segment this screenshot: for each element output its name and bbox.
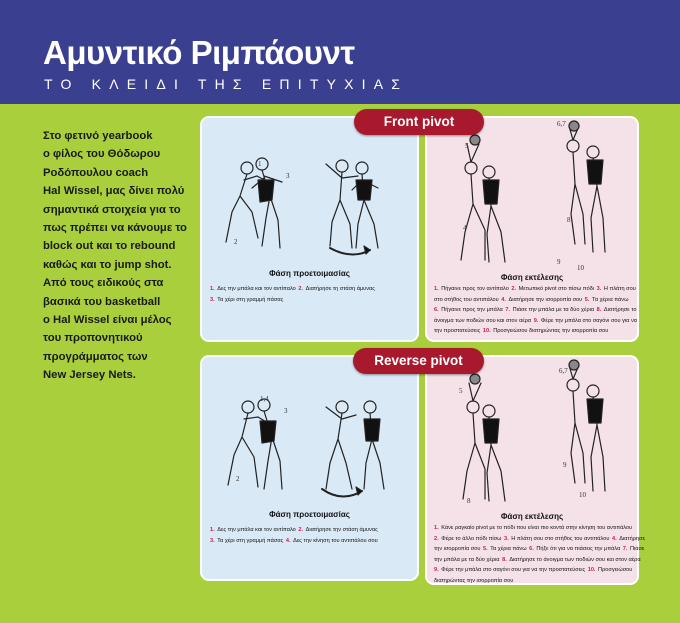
step-line <box>434 284 638 295</box>
figure-label: 6,7 <box>559 367 568 375</box>
intro-line: προγράμματος των <box>43 350 148 363</box>
front-pivot-prep-panel <box>200 116 419 342</box>
step-number: 4. <box>611 535 619 542</box>
page-subtitle: ΤΟ ΚΛΕΙΔΙ ΤΗΣ ΕΠΙΤΥΧΙΑΣ <box>44 76 409 92</box>
step-text: Τα χέρια πάνω <box>592 296 629 303</box>
reverse-pivot-exec-steps <box>434 523 645 586</box>
step-number: 5. <box>482 546 490 552</box>
figure-label: 5 <box>465 142 469 150</box>
figure-label: 2 <box>236 475 240 483</box>
step-number: 4. <box>285 537 293 544</box>
intro-text <box>43 127 203 385</box>
step-text: Δες την κίνηση του αντιπάλου σου <box>293 537 378 544</box>
step-number: 2. <box>434 535 441 542</box>
front-pivot-prep-steps <box>210 284 415 305</box>
step-number: 7. <box>622 546 629 552</box>
figure-label: 10 <box>579 491 586 499</box>
step-number: 3. <box>596 286 603 292</box>
front-pivot-prep-illustration <box>202 138 417 288</box>
intro-line: πως πρέπει να κάνουμε το <box>43 222 187 235</box>
intro-line: ο Hal Wissel είναι μέλος <box>43 314 172 327</box>
page-title: Αμυντικό Ριμπάουντ <box>43 34 355 71</box>
step-text: Προσγειώσου διατηρώντας την ισορροπία σου <box>493 328 609 334</box>
step-number: 3. <box>210 537 217 544</box>
step-number: 8. <box>596 307 603 313</box>
step-text: Διατήρησε την στάση άμυνας <box>305 527 378 533</box>
step-text: την ισορροπία σου <box>434 546 482 552</box>
figure-label: 1 <box>258 160 262 168</box>
intro-line: του προπονητικού <box>43 332 143 345</box>
step-text: Πήγαινε προς την μπάλα <box>441 307 505 313</box>
reverse-pivot-prep-steps <box>210 525 415 546</box>
intro-line: καθώς και το jump shot. <box>43 258 172 271</box>
step-text: Πιάσε <box>629 546 645 552</box>
figure-label: 2 <box>234 238 238 246</box>
step-text: άνοιγμα των ποδιών σου και στον αέρα <box>434 317 533 324</box>
step-number: 2. <box>298 286 305 292</box>
step-line <box>434 565 638 576</box>
figure-label: 9 <box>563 461 567 469</box>
intro-line: βασικά του basketball <box>43 295 161 308</box>
step-number: 6. <box>434 307 441 313</box>
step-line <box>434 544 645 555</box>
step-number: 10. <box>482 328 493 334</box>
intro-line: Hal Wissel, μας δίνει πολύ <box>43 185 185 198</box>
step-text: Διατήρησε την ισορροπία σου <box>508 296 584 303</box>
step-text: Μετωπικό pivot στο πίσω πόδι <box>518 286 596 292</box>
exec-phase-caption: Φάση εκτέλεσης <box>500 512 564 521</box>
step-number: 1. <box>210 527 217 533</box>
header-banner <box>0 0 680 104</box>
step-number: 4. <box>501 296 508 303</box>
exec-phase-caption: Φάση εκτέλεσης <box>500 273 564 282</box>
step-number: 1. <box>434 286 441 292</box>
step-number: 2. <box>298 527 305 533</box>
step-number: 2. <box>511 286 518 292</box>
intro-line: New Jersey Nets. <box>43 369 136 382</box>
step-text: Δες την μπάλα και τον αντίπαλο <box>217 527 298 533</box>
step-number: 5. <box>584 296 592 303</box>
figure-label: 3 <box>284 407 288 415</box>
reverse-pivot-prep-illustration <box>202 377 417 527</box>
reverse-pivot-exec-panel <box>425 355 645 585</box>
step-number: 1. <box>210 286 217 292</box>
intro-line: Ροδόπουλου coach <box>43 166 149 179</box>
figure-label: 10 <box>577 264 584 272</box>
step-number: 9. <box>434 567 441 573</box>
step-line <box>434 534 645 545</box>
front-pivot-exec-steps <box>434 284 638 337</box>
step-text: Πήξε ότι για να πιάσεις την μπάλα <box>536 546 622 552</box>
step-text: Πήγαινε προς τον αντίπαλο <box>441 286 511 292</box>
figure-label: 4 <box>463 224 467 232</box>
step-text: διατηρώντας την ισορροπία σου <box>434 577 514 584</box>
front-pivot-exec-illustration <box>427 122 637 272</box>
step-number: 6. <box>529 546 536 552</box>
step-text: στο στήθος του αντιπάλου <box>434 296 501 303</box>
step-text: Η πλάτη σου <box>603 286 636 292</box>
reverse-pivot-exec-illustration <box>427 361 637 511</box>
reverse-pivot-prep-panel <box>200 355 419 581</box>
step-line <box>434 576 638 587</box>
intro-line: block out και το rebound <box>43 240 176 253</box>
step-line <box>434 326 638 337</box>
intro-line: Στο φετινό yearbook <box>43 130 153 142</box>
front-pivot-exec-panel <box>425 116 639 342</box>
step-line <box>434 555 641 566</box>
step-text: Κάνε ραγκαίο pivot με το πόδι που είναι πιο κοντά στην κίνηση του αντιπάλου <box>441 525 633 531</box>
intro-line: Από τους ειδικούς στα <box>43 277 164 290</box>
step-line <box>434 295 638 306</box>
step-text: την προστατεύσεις <box>434 328 482 334</box>
figure-label: 3 <box>286 172 290 180</box>
step-number: 8. <box>502 556 509 563</box>
step-text: Διατήρησε το <box>603 307 637 313</box>
step-text: Διατήρησε <box>619 535 645 542</box>
step-text: Τα χέρι στη γραμμή πάσας <box>217 296 284 303</box>
step-text: Διατήρησε το άνοιγμα των ποδιών σου και στον αέρα <box>509 556 641 563</box>
step-number: 1. <box>434 525 441 531</box>
reverse-pivot-label: Reverse pivot <box>353 348 484 374</box>
figure-label: 6,7 <box>557 120 566 128</box>
step-text: Η πλάτη σου στο στήθος του αντιπάλου <box>511 535 611 542</box>
step-text: Τα χέρι στη γραμμή πάσας <box>217 537 285 544</box>
figure-label: 9 <box>557 258 561 266</box>
intro-line: σημαντικά στοιχεία για το <box>43 203 181 216</box>
step-text: Προσγειώσου <box>598 567 633 573</box>
figure-label: 1,4 <box>260 395 269 403</box>
step-text: Τα χέρια πάνω <box>490 546 529 552</box>
figure-label: 5 <box>459 387 463 395</box>
step-text: την μπάλα με τα δύο χέρια <box>434 556 502 563</box>
step-line <box>434 305 638 316</box>
intro-line: ο φίλος του Θόδωρου <box>43 148 161 161</box>
step-text: Πιάσε την μπάλα με τα δύο χέρια <box>512 307 596 313</box>
step-text: Φέρε την μπάλα στο σαγόνι σου για να την προστατεύσεις <box>441 567 587 573</box>
prep-phase-caption: Φάση προετοιμασίας <box>269 269 350 278</box>
step-text: Δες την μπάλα και τον αντίπαλο <box>217 286 298 292</box>
step-number: 3. <box>503 535 511 542</box>
step-number: 9. <box>533 317 540 324</box>
prep-phase-caption: Φάση προετοιμασίας <box>269 510 350 519</box>
step-text: Φέρε το άλλο πόδι πίσω <box>441 535 503 542</box>
step-text: Διατήρησε τη στάση άμυνας <box>305 286 375 292</box>
figure-label: 8 <box>467 497 471 505</box>
step-line <box>434 316 638 327</box>
step-number: 10. <box>587 567 598 573</box>
figure-label: 8 <box>567 216 571 224</box>
step-text: Φέρε την μπάλα στο σαγόνι σου για να <box>540 317 637 324</box>
front-pivot-label: Front pivot <box>354 109 484 135</box>
step-line <box>434 523 638 534</box>
step-number: 3. <box>210 296 217 303</box>
step-number: 7. <box>505 307 512 313</box>
